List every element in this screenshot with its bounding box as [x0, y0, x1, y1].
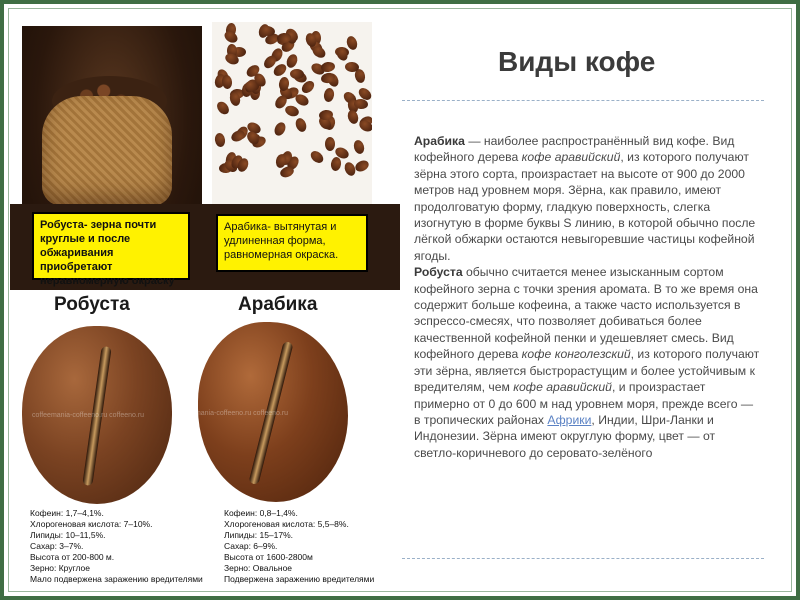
arabica-stats [224, 508, 374, 585]
coffee-bean [330, 157, 342, 172]
term-robusta: Робуста [414, 265, 463, 280]
text-span: обычно считается менее изысканным сортом кофейного зерна с точки зрения аромата. В то же время она содержит больше кофеина, а также часто используется в эспрессо-смесях, что позволяет добиваться более качественной кофейной пенки и удешевляет смесь. Вид кофейного дерева [414, 265, 758, 362]
stat-line: Липиды: 10–11,5%. [30, 530, 106, 540]
robusta-stats [30, 508, 203, 585]
roasted-beans-photo [212, 22, 372, 210]
coffee-bean [283, 104, 300, 118]
stat-line: Зерно: Овальное [224, 563, 293, 573]
arabica-title: Арабика [238, 294, 318, 315]
coffee-bean [334, 45, 350, 62]
divider [402, 558, 764, 559]
stat-line: Сахар: 3–7%. [30, 541, 84, 551]
burlap-sack [42, 96, 172, 206]
text-span: , и произрастает примерно от 0 до 600 м над уровнем моря, прежде всего — в тропических районах [414, 380, 754, 427]
divider [402, 100, 764, 101]
coffee-bean [294, 117, 308, 134]
arabica-bean-image [176, 322, 348, 502]
stat-line: Мало подвержена заражению вредителями [30, 574, 203, 584]
coffee-bean [214, 133, 226, 148]
robusta-title: Робуста [54, 294, 130, 315]
text-span: , Индии, Шри-Ланки и Индонезии. Зёрна имеют округлую форму, цвет — от светло-коричневого до серовато-зелёного [414, 412, 716, 460]
africa-link[interactable]: Африки [547, 412, 592, 427]
species-name: кофе конголезский [521, 347, 631, 362]
text-span: , из которого получают зёрна этого сорта, произрастает на высоте от 900 до 2000 метров над уровнем моря. Зёрна, как правило, имеют продолговатую форму, гладкую поверхность, слегка изогнутую в форме буквы S линию, в которой обычно после лёгкой обжарки остаются невыгоревшие частицы кофейной ягоды. [414, 150, 756, 263]
coffee-bean [311, 44, 328, 60]
stat-line: Хлорогеновая кислота: 5,5–8%. [224, 519, 349, 529]
coffee-bean [352, 139, 365, 155]
coffee-bean [325, 137, 335, 151]
term-arabica: Арабика [414, 134, 465, 148]
stat-line: Высота от 200-800 м. [30, 552, 115, 562]
stat-line: Кофеин: 0,8–1,4%. [224, 508, 298, 518]
coffee-bean [354, 158, 371, 173]
coffee-bean [272, 121, 287, 138]
coffee-bean [223, 29, 240, 45]
stat-line: Сахар: 6–9%. [224, 541, 278, 551]
caption-robusta: Робуста- зерна почти круглые и после обжаривания приобретают неравномерную окраску [32, 212, 190, 280]
robusta-bean-image [22, 326, 172, 504]
text-panel [400, 10, 780, 590]
stat-line: Липиды: 15–17%. [224, 530, 294, 540]
coffee-bean [215, 99, 232, 116]
watermark: coffeemania-coffeeno.ru coffeeno.ru [176, 410, 289, 417]
coffee-bean [308, 149, 325, 166]
species-name: кофе аравийский [521, 150, 621, 165]
stat-line: Кофеин: 1,7–4,1%. [30, 508, 104, 518]
text-span: , из которого получают эти зёрна, является быстрорастущим и более устойчивым к вредителям, чем [414, 347, 760, 395]
coffee-bean [344, 61, 359, 72]
coffee-bean [323, 88, 335, 103]
stat-line: Высота от 1600-2800м [224, 552, 313, 562]
stat-line: Подвержена заражению вредителями [224, 574, 375, 584]
species-name: кофе аравийский [513, 380, 612, 395]
caption-arabica: Арабика- вытянутая и удлиненная форма, равномерная окраска. [216, 214, 368, 272]
watermark: coffeemania-coffeeno.ru coffeeno.ru [32, 412, 145, 419]
stat-line: Зерно: Круглое [30, 563, 90, 573]
page-title: Виды кофе [498, 46, 656, 77]
coffee-bean [221, 75, 232, 90]
text-span: — наиболее распространённый вид кофе. Вид кофейного дерева [414, 134, 735, 165]
stat-line: Хлорогеновая кислота: 7–10%. [30, 519, 153, 529]
body-text [414, 133, 760, 461]
coffee-bean [320, 61, 335, 73]
